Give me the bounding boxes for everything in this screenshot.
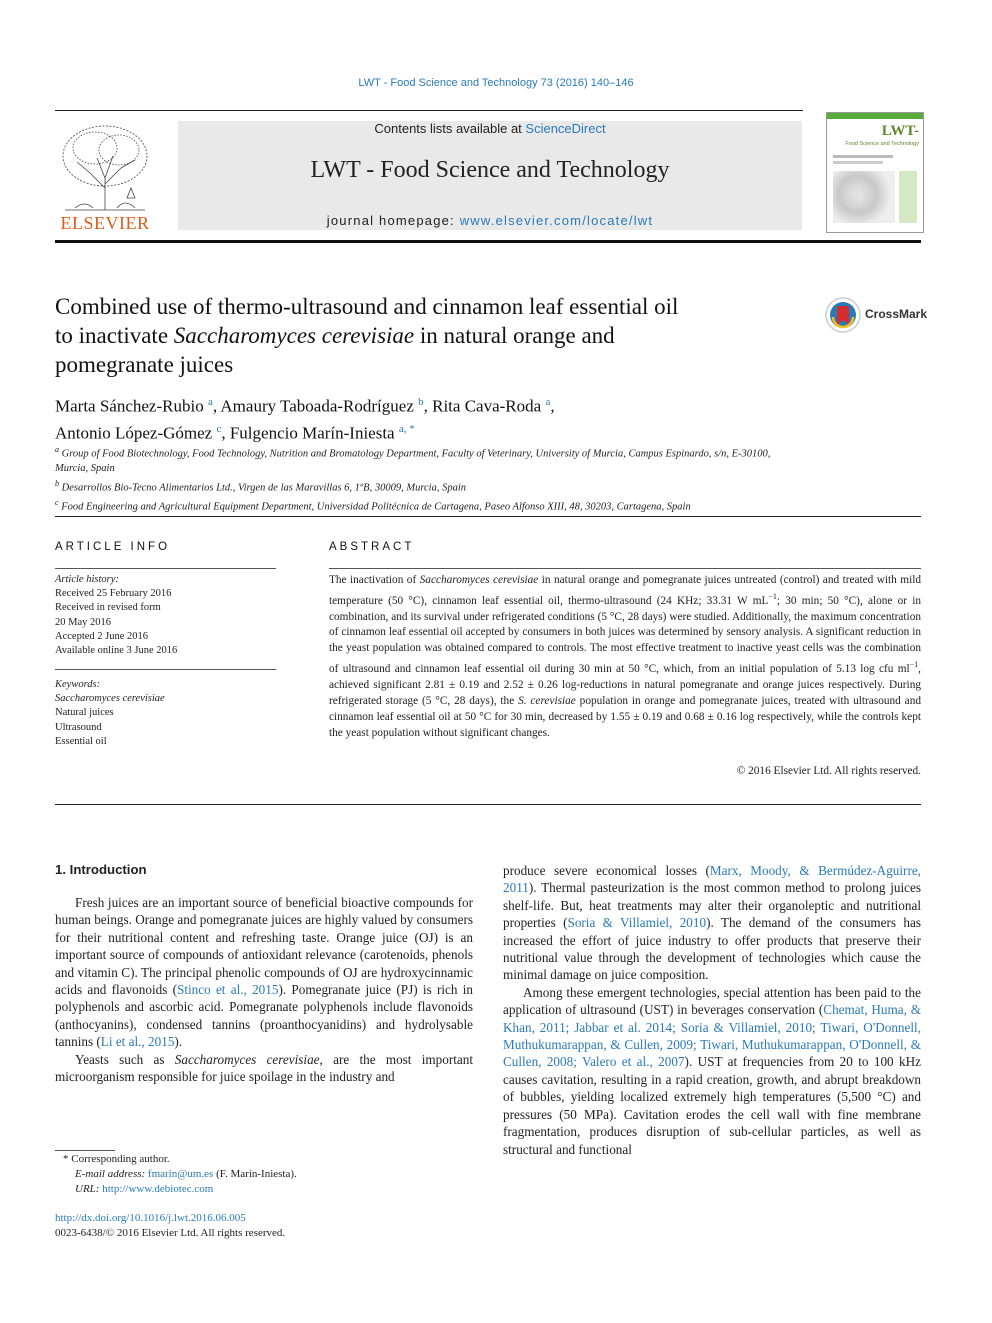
body-column-right <box>503 862 921 1158</box>
contents-prefix: Contents lists available at <box>374 121 526 136</box>
cover-green-block <box>899 171 917 223</box>
journal-cover-thumbnail[interactable] <box>826 112 924 233</box>
affiliation-item <box>55 477 805 496</box>
body-column-left <box>55 894 473 1085</box>
url-link[interactable]: http://www.debiotec.com <box>102 1183 214 1195</box>
text-span: ). UST at frequencies from 20 to 100 kHz causes cavitation, resulting in a rapid creation, growth, and abrupt breakdown of bubbles, yielding localized extremely high temperatures (5,500 °C) and pressures (50 MPa). Cavitation erodes the cell wall with fine membrane fragmentation, produces disruption of sub-cellular particles, as well as structural and functional <box>503 1054 921 1157</box>
homepage-link[interactable]: www.elsevier.com/locate/lwt <box>459 213 654 228</box>
text-span: Fresh juices are an important source of beneficial bioactive compounds for human beings. Orange and pomegranate juices are highly valued by consumers for their nutritional content and refreshing taste. Orange juice (OJ) is an important source of compounds of antioxidant relevance (carotenoids, phenols and vitamin C). The principal phenolic compounds of OJ are hydroxycinnamic acids and flavonoids ( <box>55 895 473 998</box>
cover-subtitle: Food Science and Technology <box>845 141 919 147</box>
history-item: Received in revised form <box>55 602 161 614</box>
text-span: Among these emergent technologies, special attention has been paid to the application of ultrasound (UST) in beverages conservation ( <box>503 984 921 1018</box>
abstract-species: Saccharomyces cerevisiae <box>419 574 539 586</box>
author-affil-sup[interactable]: c <box>216 422 222 435</box>
crossmark-label: CrossMark <box>865 307 928 321</box>
header-thick-rule <box>55 240 921 243</box>
text-span: , are the most important microorganism responsible for juice spoilage in the industry and <box>55 1051 474 1085</box>
history-label: Article history: <box>55 574 119 585</box>
paragraph <box>503 984 921 1158</box>
abstract-text <box>329 573 921 742</box>
abstract-sup: −1 <box>768 591 777 601</box>
history-item: 20 May 2016 <box>55 616 111 628</box>
author-affil-sup[interactable]: b <box>418 396 424 408</box>
journal-citation[interactable]: LWT - Food Science and Technology 73 (2016) 140–146 <box>358 77 634 89</box>
sciencedirect-link[interactable]: ScienceDirect <box>525 121 606 136</box>
history-item: Accepted 2 June 2016 <box>55 630 149 642</box>
title-species: Saccharomyces cerevisiae <box>173 323 415 348</box>
footnote-rule <box>55 1150 115 1151</box>
abstract-rule <box>329 568 921 569</box>
text-span: ). <box>174 1034 183 1050</box>
issn-line: 0023-6438/© 2016 Elsevier Ltd. All rights reserved. <box>55 1227 286 1239</box>
author-affil-sup[interactable]: a <box>207 396 213 408</box>
abstract-sup: −1 <box>909 660 919 670</box>
text-span: Yeasts such as <box>75 1051 175 1067</box>
corresponding-author: * Corresponding author. <box>63 1153 170 1165</box>
author-name: Marta Sánchez-Rubio <box>55 396 204 416</box>
author-affil-sup[interactable]: a <box>545 396 551 408</box>
contents-line <box>178 121 802 136</box>
affiliation-item <box>55 443 805 477</box>
author-name: Rita Cava-Roda <box>432 396 542 416</box>
title-line-2b: in natural orange and <box>414 323 615 348</box>
url-label: URL: <box>75 1183 103 1195</box>
affiliation-item <box>55 496 805 515</box>
introduction-heading: 1. Introduction <box>55 862 147 877</box>
keyword-item: Natural juices <box>55 707 114 719</box>
affiliation-text: Desarrollos Bio-Tecno Alimentarios Ltd., Virgen de las Maravillas 6, 1ºB, 30009, Murcia, Spain <box>61 482 467 493</box>
keyword-item: Saccharomyces cerevisiae <box>55 693 165 705</box>
text-span: ). Thermal pasteurization is the most common method to prolong juices shelf-life. But, heat treatments may alter their organoleptic and nutritional properties ( <box>503 880 921 931</box>
text-span: ). Pomegranate juice (PJ) is rich in polyphenols and ascorbic acid. Pomegranate polyphenols include flavonoids (anthocyanins), condensed tannins (proanthocyanidins) and hydrolysable tannins ( <box>55 982 473 1050</box>
cover-text-line <box>833 155 893 158</box>
affiliation-sup: c <box>55 497 59 507</box>
reference-link[interactable]: Soria & Villamiel, 2010 <box>567 915 707 931</box>
title-line-1: Combined use of thermo-ultrasound and cinnamon leaf essential oil <box>55 294 679 319</box>
article-history <box>55 573 276 658</box>
journal-homepage <box>178 213 802 228</box>
cover-image <box>833 171 895 223</box>
paragraph <box>55 1051 473 1086</box>
history-item: Available online 3 June 2016 <box>55 645 178 657</box>
url-line <box>55 1182 455 1197</box>
species-name: Saccharomyces cerevisiae <box>174 1051 320 1067</box>
keywords <box>55 678 276 749</box>
abstract-span: , achieved significant 2.81 ± 0.19 and 2.52 ± 0.26 log-reductions in natural pomegranate and orange juices respectively. During refrigerated storage (5 °C, 28 days), the <box>329 663 921 707</box>
paragraph <box>55 894 473 1051</box>
paragraph <box>503 862 921 984</box>
header-rule <box>55 110 803 111</box>
author-separator: , <box>212 396 221 416</box>
footnotes <box>55 1152 455 1197</box>
keywords-label: Keywords: <box>55 679 101 690</box>
email-line <box>55 1167 455 1182</box>
email-label: E-mail address: <box>75 1168 148 1180</box>
keyword-item: Essential oil <box>55 735 107 747</box>
crossmark-icon <box>825 297 861 333</box>
history-item: Received 25 February 2016 <box>55 588 172 600</box>
author-list <box>55 391 855 444</box>
reference-link[interactable]: Chemat, Huma, & Khan, 2011; Jabbar et al. 2014; Soria & Villamiel, 2010; Tiwari, O'Donnell, Muthukumarappan, & Cullen, 2009; Tiwari, Muthukumarappan, O'Donnell, & Cullen, 2008; Valero et al., 2007 <box>503 1002 921 1070</box>
doi-block <box>55 1211 455 1241</box>
affiliation-text: Group of Food Biotechnology, Food Technology, Nutrition and Bromatology Department, Faculty of Veterinary, University of Murcia, Campus Espinardo, s/n, E-30100, Murcia, Spain <box>55 448 771 474</box>
author-separator: , <box>221 423 230 443</box>
affiliation-text: Food Engineering and Agricultural Equipment Department, Universidad Politécnica de Cartagena, Paseo Alfonso XIII, 48, 30203, Cartagena, Spain <box>61 501 691 512</box>
author-separator: , <box>423 396 433 416</box>
author-affil-sup[interactable]: a, * <box>398 422 415 435</box>
text-span: ). The demand of the consumers has increased the effort of juice industry to offer products that preserve their nutritional value through the development of technologies which cause the minimal damage on juice composition. <box>503 915 921 983</box>
cover-top-band <box>827 113 923 119</box>
doi-link[interactable]: http://dx.doi.org/10.1016/j.lwt.2016.06.005 <box>55 1212 246 1224</box>
homepage-prefix: journal homepage: <box>326 213 460 228</box>
abstract-span: The inactivation of <box>329 574 420 586</box>
title-line-2a: to inactivate <box>55 323 174 348</box>
article-title <box>55 292 815 379</box>
abstract-span: in natural orange and pomegranate juices untreated (control) and treated with mild temperature (50 °C), cinnamon leaf essential oil, thermo-ultrasound (24 KHz; 33.31 W mL <box>329 574 921 607</box>
affiliations <box>55 443 805 515</box>
abstract-span: ; 30 min; 50 °C), alone or in combination, and its survival under refrigerated conditions (5 °C, 28 days) were studied. Additionally, the maximum concentration of cinnamon leaf essential oil accepted by consumers in both juices was determined by sensory analysis. A significant reduction in the yeast population was obtained compared to controls. The most effective treatment to inactive yeast cells was the combination of ultrasound and cinnamon leaf essential oil during 30 min at 50 °C, which, from an initial population of 5.13 log cfu ml <box>329 594 922 676</box>
title-line-3: pomegranate juices <box>55 352 234 377</box>
author-name: Amaury Taboada-Rodríguez <box>220 396 414 416</box>
abstract-span: population in orange and pomegranate juices, treated with ultrasound and cinnamon leaf essential oil at 50 °C for 30 min, decreased by 1.55 ± 0.19 and 0.68 ± 0.16 log respectively, while the controls kept the yeast population without significant changes. <box>329 694 921 739</box>
journal-title: LWT - Food Science and Technology <box>310 157 670 183</box>
elsevier-wordmark: ELSEVIER <box>60 213 150 233</box>
reference-link[interactable]: Marx, Moody, & Bermúdez-Aguirre, 2011 <box>503 863 921 896</box>
author-name: Antonio López-Gómez <box>55 423 213 443</box>
abstract-copyright: © 2016 Elsevier Ltd. All rights reserved. <box>736 765 921 777</box>
crossmark-badge[interactable] <box>825 296 928 336</box>
cover-title: LWT- <box>881 123 919 139</box>
author-separator: , <box>550 396 555 416</box>
section-rule <box>55 804 921 805</box>
email-suffix: (F. Marín-Iniesta). <box>213 1168 297 1180</box>
abstract-species: S. cerevisiae <box>518 694 576 707</box>
article-info-rule <box>55 669 276 670</box>
section-rule <box>55 516 921 517</box>
cover-text-line <box>833 161 883 164</box>
email-link[interactable]: fmarin@um.es <box>147 1168 214 1180</box>
author-name: Fulgencio Marín-Iniesta <box>229 423 395 443</box>
affiliation-sup: a <box>55 445 59 454</box>
keyword-item: Ultrasound <box>55 721 102 733</box>
reference-link[interactable]: Li et al., 2015 <box>100 1034 175 1050</box>
affiliation-sup: b <box>55 478 59 488</box>
abstract-heading: ABSTRACT <box>329 541 415 553</box>
text-span: produce severe economical losses ( <box>503 863 710 878</box>
article-info-rule <box>55 568 276 569</box>
reference-link[interactable]: Stinco et al., 2015 <box>176 982 279 998</box>
article-info-heading: ARTICLE INFO <box>55 541 171 553</box>
